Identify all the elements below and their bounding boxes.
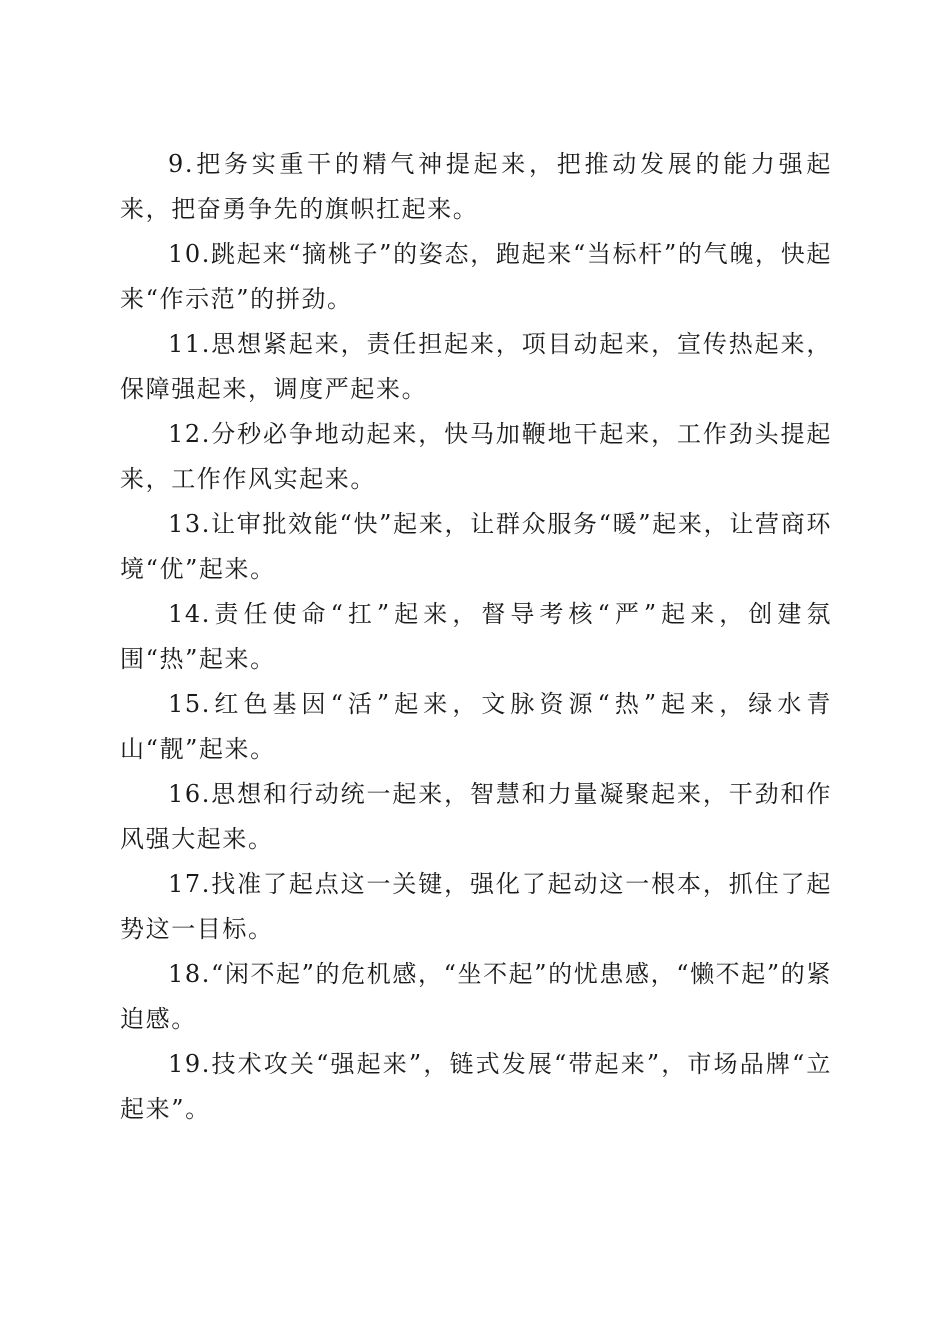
paragraph-item: 16.思想和行动统一起来，智慧和力量凝聚起来，干劲和作风强大起来。: [120, 780, 832, 853]
paragraph-item: 11.思想紧起来，责任担起来，项目动起来，宣传热起来，保障强起来，调度严起来。: [120, 330, 832, 403]
paragraph-item: 10.跳起来“摘桃子”的姿态，跑起来“当标杆”的气魄，快起来“作示范”的拼劲。: [120, 240, 832, 313]
paragraph-item: 12.分秒必争地动起来，快马加鞭地干起来，工作劲头提起来，工作作风实起来。: [120, 420, 832, 493]
paragraph-item: 13.让审批效能“快”起来，让群众服务“暖”起来，让营商环境“优”起来。: [120, 510, 832, 583]
paragraph-item: 19.技术攻关“强起来”，链式发展“带起来”，市场品牌“立起来”。: [120, 1050, 832, 1123]
paragraph-item: 9.把务实重干的精气神提起来，把推动发展的能力强起来，把奋勇争先的旗帜扛起来。: [120, 150, 832, 223]
paragraph-item: 18.“闲不起”的危机感，“坐不起”的忧患感，“懒不起”的紧迫感。: [120, 960, 832, 1033]
paragraph-item: 15.红色基因“活”起来，文脉资源“热”起来，绿水青山“靓”起来。: [120, 690, 832, 763]
paragraph-item: 14.责任使命“扛”起来，督导考核“严”起来，创建氛围“热”起来。: [120, 600, 832, 673]
paragraph-item: 17.找准了起点这一关键，强化了起动这一根本，抓住了起势这一目标。: [120, 870, 832, 943]
document-body: [120, 142, 832, 1132]
